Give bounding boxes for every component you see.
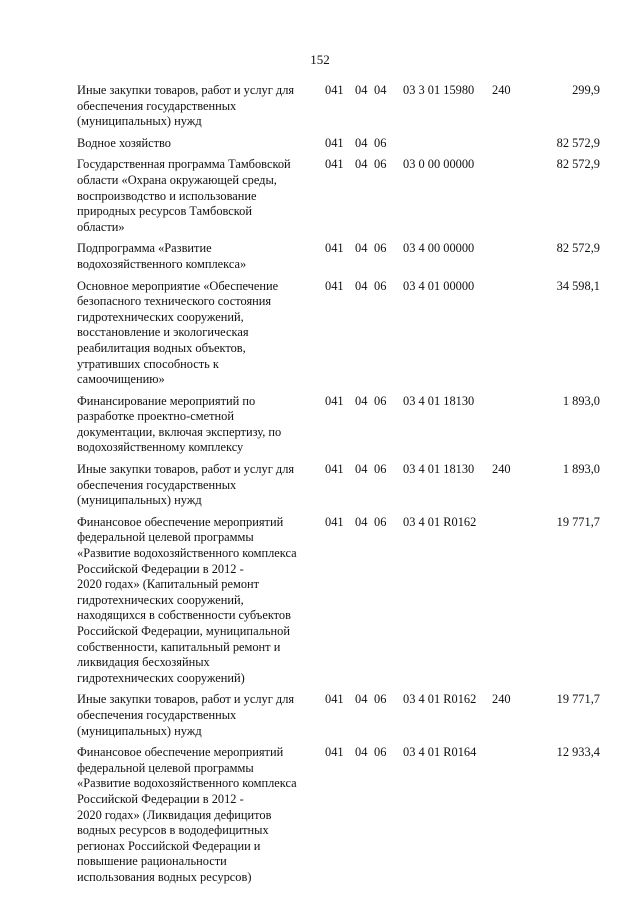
ved-code: 041 [325, 241, 344, 256]
row-name: Водное хозяйство [77, 135, 172, 150]
ved-code: 041 [325, 83, 344, 97]
amount: 19 771,7 [556, 692, 600, 707]
target-article-code: 03 4 01 R0164 [403, 745, 477, 760]
table-row [0, 241, 640, 272]
page-number: 152 [310, 52, 330, 67]
ved-code: 041 [325, 462, 344, 477]
subsection-code: 06 [374, 514, 387, 529]
subsection-code: 06 [374, 393, 387, 408]
amount: 12 933,4 [556, 745, 600, 760]
table-row [0, 394, 640, 456]
expense-type-code: 240 [492, 462, 511, 477]
target-article-code: 03 4 01 R0162 [403, 692, 477, 707]
table-row [0, 462, 640, 509]
ved-code: 041 [325, 393, 344, 408]
row-name: Подпрограмма «Развитие водохозяйственного комплекса» [77, 241, 247, 271]
expense-type-code: 240 [492, 83, 511, 97]
amount: 82 572,9 [556, 157, 600, 172]
subsection-code: 06 [374, 278, 387, 293]
table-row [0, 157, 640, 235]
section-code: 04 [355, 157, 368, 172]
target-article-code: 03 4 01 18130 [403, 393, 475, 408]
target-article-code: 03 4 01 00000 [403, 278, 475, 293]
subsection-code: 06 [374, 241, 387, 256]
amount: 1 893,0 [562, 462, 600, 477]
row-name: Основное мероприятие «Обеспечение безопасного технического состояния гидротехнических сооружений, восстановление и экологическая реабилитация водных объектов, утративших способность к самоочищению» [77, 278, 279, 387]
table-row [0, 136, 640, 152]
amount: 82 572,9 [556, 135, 600, 150]
table-row [0, 515, 640, 687]
section-code: 04 [355, 745, 368, 760]
table-row [0, 745, 640, 885]
subsection-code: 04 [374, 83, 387, 97]
table-row [0, 692, 640, 739]
section-code: 04 [355, 514, 368, 529]
section-code: 04 [355, 692, 368, 707]
row-name: Иные закупки товаров, работ и услуг для обеспечения государственных (муниципальных) нужд [77, 462, 295, 508]
row-name: Иные закупки товаров, работ и услуг для обеспечения государственных (муниципальных) нужд [77, 692, 295, 738]
amount: 82 572,9 [556, 241, 600, 256]
subsection-code: 06 [374, 157, 387, 172]
row-name: Финансовое обеспечение мероприятий федеральной целевой программы «Развитие водохозяйственного комплекса Российской Федерации в 2012 - 2020 годах» (Капитальный ремонт гидротехнических сооружений, находящихся в собственности субъектов Российской Федерации, муниципальной собственности, капитальный ремонт и ликвидация бесхозяйных гидротехнических сооружений) [77, 514, 297, 685]
row-name: Финансовое обеспечение мероприятий федеральной целевой программы «Развитие водохозяйственного комплекса Российской Федерации в 2012 - 2020 годах» (Ликвидация дефицитов водных ресурсов в вододефицитных регионах Российской Федерации и повышение рациональности использования водных ресурсов) [77, 745, 297, 884]
amount: 19 771,7 [556, 514, 600, 529]
subsection-code: 06 [374, 692, 387, 707]
ved-code: 041 [325, 745, 344, 760]
ved-code: 041 [325, 692, 344, 707]
section-code: 04 [355, 462, 368, 477]
target-article-code: 03 0 00 00000 [403, 157, 475, 172]
target-article-code: 03 4 00 00000 [403, 241, 475, 256]
section-code: 04 [355, 83, 368, 97]
subsection-code: 06 [374, 745, 387, 760]
ved-code: 041 [325, 514, 344, 529]
section-code: 04 [355, 393, 368, 408]
target-article-code: 03 3 01 15980 [403, 83, 475, 97]
amount: 1 893,0 [562, 393, 600, 408]
target-article-code: 03 4 01 18130 [403, 462, 475, 477]
amount: 34 598,1 [556, 278, 600, 293]
expense-type-code: 240 [492, 692, 511, 707]
table-row [0, 279, 640, 388]
subsection-code: 06 [374, 462, 387, 477]
ved-code: 041 [325, 135, 344, 150]
subsection-code: 06 [374, 135, 387, 150]
budget-table [0, 83, 640, 892]
target-article-code: 03 4 01 R0162 [403, 514, 477, 529]
section-code: 04 [355, 135, 368, 150]
ved-code: 041 [325, 157, 344, 172]
section-code: 04 [355, 278, 368, 293]
ved-code: 041 [325, 278, 344, 293]
row-name: Иные закупки товаров, работ и услуг для обеспечения государственных (муниципальных) нужд [77, 83, 295, 129]
row-name: Государственная программа Тамбовской области «Охрана окружающей среды, воспроизводство и использование природных ресурсов Тамбовской области» [77, 157, 291, 234]
section-code: 04 [355, 241, 368, 256]
row-name: Финансирование мероприятий по разработке проектно-сметной документации, включая экспертизу, по водохозяйственному комплексу [77, 393, 282, 455]
amount: 299,9 [572, 83, 600, 97]
table-row [0, 83, 640, 130]
